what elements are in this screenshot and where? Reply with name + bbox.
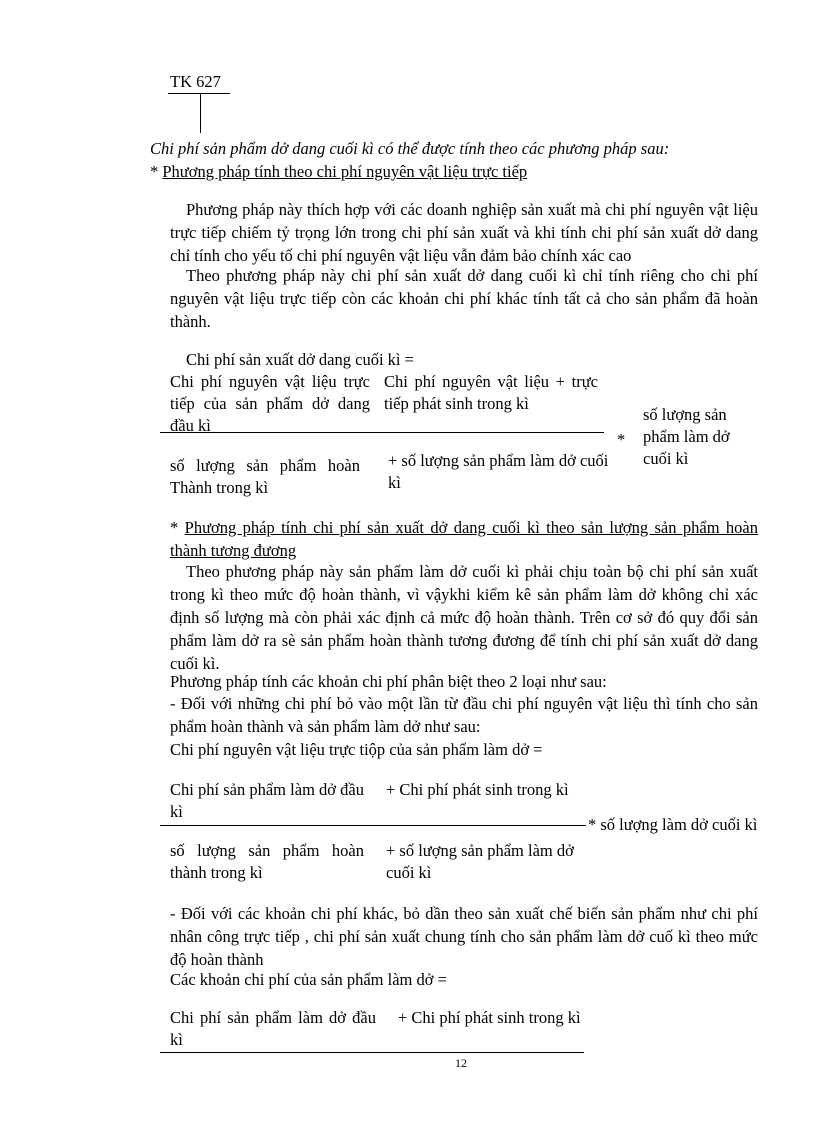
method2-paragraph-3: - Đối với những chi phí bỏ vào một lần từ đầu chi phí nguyên vật liệu thì tính cho sản phẩm hoàn thành và sản phẩm làm dở như sau:: [170, 694, 758, 736]
method2-formula2-title: Các khoản chi phí của sản phẩm làm dở =: [170, 970, 447, 989]
formula1-numerator-right: + Chi phí phát sinh trong kì: [386, 780, 569, 799]
formula1-numerator-left: Chi phí sản phẩm làm dở đầu kì: [170, 780, 364, 821]
method1-heading: [150, 160, 527, 183]
method2-paragraph-4: - Đối với các khoản chi phí khác, bỏ dần theo sản xuất chế biến sản phẩm như chi phí nhân công trực tiếp , chi phí sản xuất chung tính cho sản phẩm làm dở cuố kì theo mức độ hoàn thành: [170, 904, 758, 969]
t-account-horizontal-line: [168, 93, 230, 94]
account-label: TK 627: [170, 72, 221, 91]
intro-line: Chi phí sản phẩm dở dang cuối kì có thể được tính theo các phương pháp sau:: [150, 139, 670, 158]
method1-denominator-right: + số lượng sản phẩm làm dở cuối kì: [388, 451, 609, 492]
formula1-denominator-right: + số lượng sản phẩm làm dở cuối kì: [386, 841, 574, 882]
method2-paragraph-2: Phương pháp tính các khoản chi phí phân biệt theo 2 loại như sau:: [170, 672, 607, 691]
method2-heading-prefix: *: [170, 518, 185, 537]
t-account-vertical-line: [200, 93, 201, 133]
method1-formula-title: Chi phí sản xuất dở dang cuối kì =: [186, 350, 414, 369]
method2-heading: [170, 516, 758, 562]
formula2-fraction-line: [160, 1052, 584, 1053]
method2-heading-text: Phương pháp tính chi phí sản xuất dở dang cuối kì theo sản lượng sản phẩm hoàn thành tương đương: [170, 518, 758, 560]
method2-paragraph-1: Theo phương pháp này sản phẩm làm dở cuối kì phải chịu toàn bộ chi phí sản xuất trong kì theo mức độ hoàn thành, vì vậykhi kiểm kê sản phẩm làm dở không chỉ xác định số lượng mà còn phải xác định cả mức độ hoàn thành. Trên cơ sở đó quy đổi sản phẩm làm dở ra sè sản phẩm hoàn thành tương đương để tính chi phí sản xuất dở dang cuối kì.: [170, 562, 758, 673]
method2-formula1-title: Chi phí nguyên vật liệu trực tiộp của sản phẩm làm dở =: [170, 740, 543, 759]
method1-paragraph-2: Theo phương pháp này chi phí sản xuất dở dang cuối kì chỉ tính riêng cho chi phí nguyên vật liệu trực tiếp còn các khoản chi phí khác tính tất cả cho sản phẩm đã hoàn thành.: [170, 266, 758, 331]
formula2-numerator-left: Chi phí sản phẩm làm dở đầu kì: [170, 1008, 376, 1049]
method1-denominator-left: số lượng sản phẩm hoàn Thành trong kì: [170, 456, 360, 497]
formula1-fraction-line: [160, 825, 586, 826]
method1-multiplier: số lượng sản phẩm làm dở cuối kì: [643, 405, 730, 468]
method1-paragraph-1: Phương pháp này thích hợp với các doanh nghiệp sản xuất mà chi phí nguyên vật liệu trực tiếp chiếm tỷ trọng lớn trong chi phí sản xuất và khi tính chi phí sản xuất dở dang chỉ tính cho yếu tố chi phí nguyên vật liệu vẫn đảm bảo chính xác cao: [170, 200, 758, 265]
method1-numerator-right: Chi phí nguyên vật liệu + trực tiếp phát sinh trong kì: [384, 372, 598, 413]
method1-fraction-line: [160, 432, 604, 433]
formula1-multiplier: * số lượng làm dở cuối kì: [588, 815, 758, 834]
page-number: 12: [455, 1056, 467, 1070]
method1-heading-text: Phương pháp tính theo chi phí nguyên vật liệu trực tiếp: [162, 162, 528, 181]
method1-heading-prefix: *: [150, 162, 163, 181]
method1-numerator-left: Chi phí nguyên vật liệu trực tiếp của sản phẩm dở dang đầu kì: [170, 372, 370, 435]
formula1-denominator-left: số lượng sản phẩm hoàn thành trong kì: [170, 841, 364, 882]
method1-multiply-sign: *: [617, 430, 626, 449]
formula2-numerator-right: + Chi phí phát sinh trong kì: [398, 1008, 581, 1027]
